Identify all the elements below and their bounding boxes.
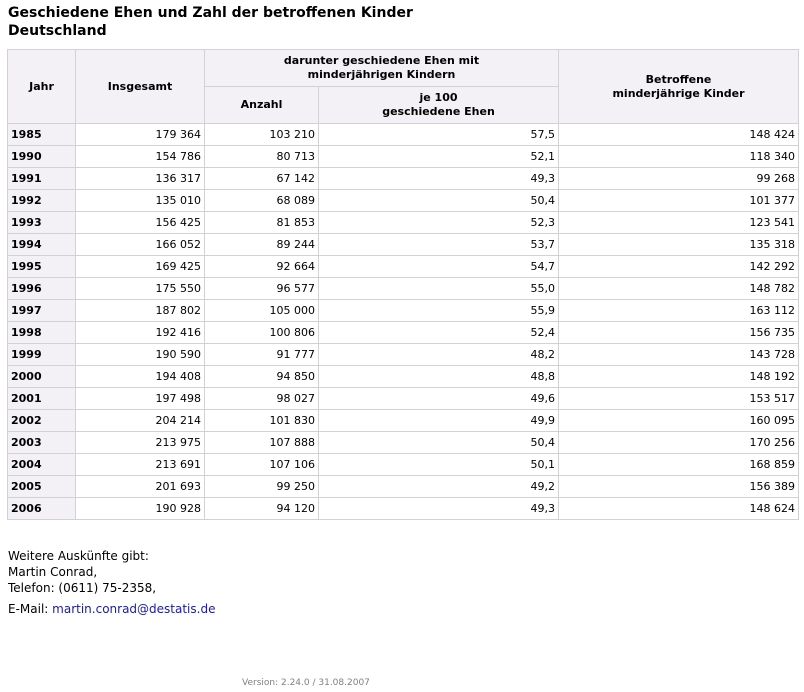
cell-children: 123 541: [559, 212, 799, 234]
cell-children: 163 112: [559, 300, 799, 322]
cell-children: 118 340: [559, 146, 799, 168]
table-row: [8, 190, 799, 212]
cell-count: 96 577: [205, 278, 319, 300]
table-row: [8, 476, 799, 498]
table-row: [8, 234, 799, 256]
cell-per100: 49,6: [319, 388, 559, 410]
cell-year: 2001: [8, 388, 76, 410]
cell-year: 1991: [8, 168, 76, 190]
table-row: [8, 454, 799, 476]
header-count: Anzahl: [205, 87, 319, 124]
cell-year: 1993: [8, 212, 76, 234]
cell-per100: 48,2: [319, 344, 559, 366]
cell-children: 160 095: [559, 410, 799, 432]
cell-total: 197 498: [76, 388, 205, 410]
table-row: [8, 344, 799, 366]
table-row: [8, 256, 799, 278]
cell-count: 105 000: [205, 300, 319, 322]
cell-children: 170 256: [559, 432, 799, 454]
cell-children: 148 782: [559, 278, 799, 300]
cell-per100: 49,2: [319, 476, 559, 498]
cell-year: 1997: [8, 300, 76, 322]
cell-total: 166 052: [76, 234, 205, 256]
cell-total: 136 317: [76, 168, 205, 190]
cell-count: 67 142: [205, 168, 319, 190]
contact-line-1: Weitere Auskünfte gibt:: [8, 549, 149, 563]
cell-count: 98 027: [205, 388, 319, 410]
cell-total: 190 928: [76, 498, 205, 520]
table-row: [8, 124, 799, 146]
cell-per100: 54,7: [319, 256, 559, 278]
cell-total: 179 364: [76, 124, 205, 146]
cell-year: 2004: [8, 454, 76, 476]
cell-year: 2006: [8, 498, 76, 520]
table-row: [8, 498, 799, 520]
cell-year: 1994: [8, 234, 76, 256]
cell-count: 80 713: [205, 146, 319, 168]
cell-count: 81 853: [205, 212, 319, 234]
header-per100-line-1: je 100: [419, 91, 458, 104]
cell-count: 91 777: [205, 344, 319, 366]
table-row: [8, 300, 799, 322]
cell-year: 1999: [8, 344, 76, 366]
page-title: [8, 4, 413, 40]
cell-children: 142 292: [559, 256, 799, 278]
cell-year: 1990: [8, 146, 76, 168]
cell-count: 68 089: [205, 190, 319, 212]
cell-per100: 52,1: [319, 146, 559, 168]
email-link[interactable]: martin.conrad@destatis.de: [52, 602, 216, 616]
cell-per100: 49,3: [319, 498, 559, 520]
contact-info: [8, 548, 215, 617]
cell-children: 143 728: [559, 344, 799, 366]
table-row: [8, 432, 799, 454]
cell-per100: 55,9: [319, 300, 559, 322]
cell-year: 2003: [8, 432, 76, 454]
cell-year: 2000: [8, 366, 76, 388]
header-per100-line-2: geschiedene Ehen: [382, 105, 495, 118]
header-children-line-1: Betroffene: [645, 72, 712, 86]
cell-total: 192 416: [76, 322, 205, 344]
cell-per100: 50,4: [319, 432, 559, 454]
header-year: Jahr: [8, 50, 76, 124]
cell-children: 99 268: [559, 168, 799, 190]
cell-total: 175 550: [76, 278, 205, 300]
cell-per100: 55,0: [319, 278, 559, 300]
table-row: [8, 410, 799, 432]
cell-count: 92 664: [205, 256, 319, 278]
cell-count: 100 806: [205, 322, 319, 344]
cell-total: 156 425: [76, 212, 205, 234]
cell-year: 1998: [8, 322, 76, 344]
cell-children: 101 377: [559, 190, 799, 212]
cell-per100: 52,4: [319, 322, 559, 344]
cell-total: 204 214: [76, 410, 205, 432]
cell-per100: 50,1: [319, 454, 559, 476]
header-total: Insgesamt: [76, 50, 205, 124]
cell-total: 213 691: [76, 454, 205, 476]
cell-children: 168 859: [559, 454, 799, 476]
cell-total: 169 425: [76, 256, 205, 278]
contact-line-2: Martin Conrad,: [8, 565, 98, 579]
cell-per100: 57,5: [319, 124, 559, 146]
cell-count: 107 106: [205, 454, 319, 476]
cell-per100: 48,8: [319, 366, 559, 388]
cell-count: 99 250: [205, 476, 319, 498]
cell-children: 156 735: [559, 322, 799, 344]
cell-total: 135 010: [76, 190, 205, 212]
header-group-line-2: minderjährigen Kindern: [307, 68, 456, 81]
table-row: [8, 212, 799, 234]
cell-year: 1996: [8, 278, 76, 300]
cell-children: 148 424: [559, 124, 799, 146]
cell-total: 190 590: [76, 344, 205, 366]
table-row: [8, 168, 799, 190]
cell-per100: 52,3: [319, 212, 559, 234]
cell-children: 153 517: [559, 388, 799, 410]
cell-year: 1992: [8, 190, 76, 212]
cell-per100: 49,3: [319, 168, 559, 190]
cell-children: 156 389: [559, 476, 799, 498]
table-row: [8, 278, 799, 300]
cell-count: 107 888: [205, 432, 319, 454]
table-row: [8, 388, 799, 410]
title-line-1: Geschiedene Ehen und Zahl der betroffenen Kinder: [8, 5, 413, 21]
cell-total: 213 975: [76, 432, 205, 454]
divorce-table: [7, 49, 799, 520]
header-children-line-2: minderjährige Kinder: [612, 86, 745, 100]
cell-count: 103 210: [205, 124, 319, 146]
cell-per100: 49,9: [319, 410, 559, 432]
cell-children: 135 318: [559, 234, 799, 256]
header-group: [205, 50, 559, 87]
cell-count: 94 850: [205, 366, 319, 388]
cell-year: 2005: [8, 476, 76, 498]
cell-year: 2002: [8, 410, 76, 432]
cell-per100: 50,4: [319, 190, 559, 212]
email-line: [8, 601, 215, 617]
title-line-2: Deutschland: [8, 23, 107, 39]
table-body: [8, 124, 799, 520]
cell-total: 201 693: [76, 476, 205, 498]
table-row: [8, 322, 799, 344]
cell-year: 1985: [8, 124, 76, 146]
table-row: [8, 146, 799, 168]
cell-total: 194 408: [76, 366, 205, 388]
version-info: Version: 2.24.0 / 31.08.2007: [242, 678, 370, 688]
cell-total: 187 802: [76, 300, 205, 322]
cell-children: 148 192: [559, 366, 799, 388]
table-row: [8, 366, 799, 388]
cell-year: 1995: [8, 256, 76, 278]
header-per100: [319, 87, 559, 124]
cell-children: 148 624: [559, 498, 799, 520]
contact-line-3: Telefon: (0611) 75-2358,: [8, 581, 157, 595]
header-group-line-1: darunter geschiedene Ehen mit: [283, 54, 480, 67]
cell-count: 101 830: [205, 410, 319, 432]
header-children: [559, 50, 799, 124]
cell-count: 94 120: [205, 498, 319, 520]
email-label: E-Mail:: [8, 602, 53, 616]
cell-count: 89 244: [205, 234, 319, 256]
cell-per100: 53,7: [319, 234, 559, 256]
cell-total: 154 786: [76, 146, 205, 168]
